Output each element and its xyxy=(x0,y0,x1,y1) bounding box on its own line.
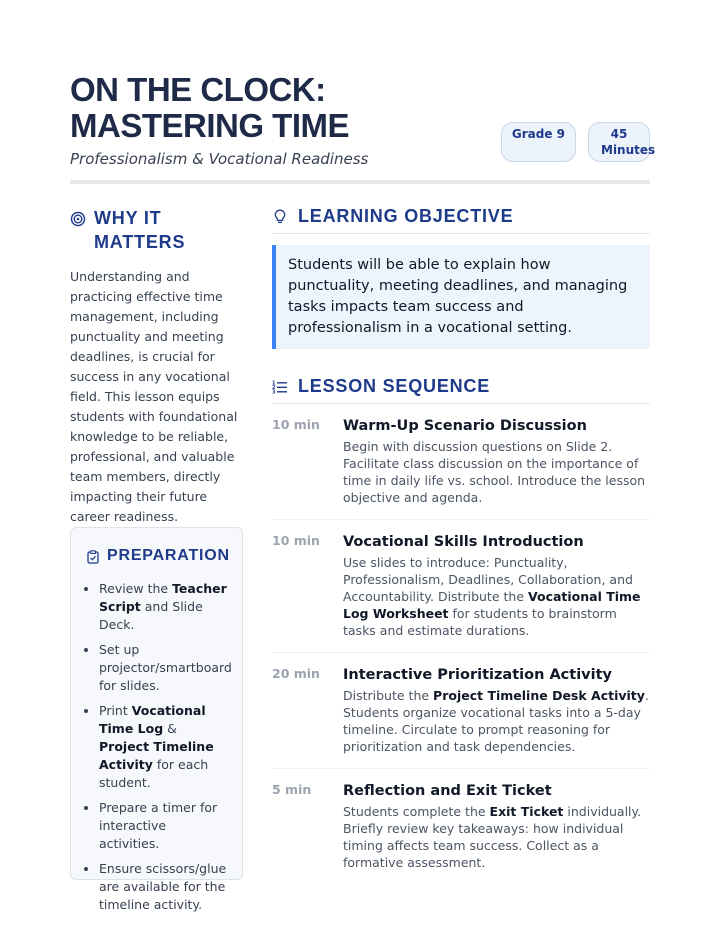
step-description xyxy=(343,438,650,506)
objective-heading xyxy=(272,206,650,234)
preparation-item xyxy=(99,702,230,792)
step-content xyxy=(343,665,650,755)
clipboard-icon xyxy=(85,544,101,568)
preparation-item xyxy=(99,860,230,914)
why-it-matters-section xyxy=(70,206,245,527)
lesson-step xyxy=(272,404,650,520)
svg-text:2: 2 xyxy=(272,385,277,392)
svg-text:1: 1 xyxy=(272,380,277,387)
step-description-text: Use slides to introduce: Punctuality, Professionalism, Deadlines, Collaboration, and Accountability. Distribute the xyxy=(343,555,633,604)
step-duration: 20 min xyxy=(272,666,320,681)
preparation-item-text: Review the xyxy=(99,581,173,596)
header-divider xyxy=(70,180,650,184)
lesson-step xyxy=(272,653,650,769)
why-heading-text: WHY IT MATTERS xyxy=(94,208,186,252)
step-content xyxy=(343,416,650,506)
right-column xyxy=(272,206,650,884)
meta-badges xyxy=(501,122,656,162)
step-content xyxy=(343,781,650,871)
page-header xyxy=(70,71,656,168)
preparation-item-text: & xyxy=(163,721,177,736)
step-duration: 5 min xyxy=(272,782,312,797)
step-title: Warm-Up Scenario Discussion xyxy=(343,418,587,434)
step-description-bold: Exit Ticket xyxy=(489,804,564,819)
preparation-heading-text: PREPARATION xyxy=(107,547,230,564)
step-description-text: Distribute the xyxy=(343,688,434,703)
preparation-item xyxy=(99,580,230,634)
duration-badge: 45 Minutes xyxy=(588,122,650,162)
preparation-item-bold: Project Timeline Activity xyxy=(99,739,214,772)
preparation-item-text: Ensure scissors/glue are available for the timeline activity. xyxy=(99,861,227,912)
lesson-step xyxy=(272,520,650,653)
step-duration: 10 min xyxy=(272,417,320,432)
step-title: Vocational Skills Introduction xyxy=(343,534,584,550)
grade-badge: Grade 9 xyxy=(501,122,576,162)
preparation-list xyxy=(85,580,230,914)
step-description-text: Begin with discussion questions on Slide 2. Facilitate class discussion on the importance of time in daily life vs. school. Introduce the lesson objective and agenda. xyxy=(343,439,646,505)
list-icon xyxy=(272,378,288,395)
lesson-step xyxy=(272,769,650,884)
step-description-bold: Vocational Time Log Worksheet xyxy=(343,589,641,621)
page-subtitle: Professionalism & Vocational Readiness xyxy=(70,150,369,168)
preparation-heading xyxy=(85,544,230,568)
preparation-item-text: Set up projector/smartboard for slides. xyxy=(99,642,232,693)
preparation-item-text: Print xyxy=(99,703,132,718)
why-body-text: Understanding and practicing effective time management, including punctuality and meeting deadlines, is crucial for success in any vocational field. This lesson equips students with foundational knowledge to be reliable, professional, and valuable team members, directly impacting their future career readiness. xyxy=(70,269,238,524)
title-line-2: MASTERING TIME xyxy=(70,107,349,144)
preparation-item-text: Prepare a timer for interactive activities. xyxy=(99,800,218,851)
preparation-item xyxy=(99,799,230,853)
preparation-item-text: and Slide Deck. xyxy=(99,599,203,632)
preparation-item-bold: Teacher Script xyxy=(99,581,227,614)
sequence-heading-text: LESSON SEQUENCE xyxy=(298,376,491,396)
step-title: Reflection and Exit Ticket xyxy=(343,783,552,799)
step-description-text: . Students organize vocational tasks into a 5-day timeline. Circulate to prompt reasoning for prioritization and task dependencies. xyxy=(343,688,649,754)
lightbulb-icon xyxy=(272,208,288,225)
target-icon xyxy=(70,206,86,230)
step-description-bold: Project Timeline Desk Activity xyxy=(433,688,645,703)
step-duration: 10 min xyxy=(272,533,320,548)
objective-heading-text: LEARNING OBJECTIVE xyxy=(298,206,514,226)
title-line-1: ON THE CLOCK: xyxy=(70,71,326,108)
preparation-item-text: for each student. xyxy=(99,757,209,790)
why-heading xyxy=(70,206,245,254)
step-description xyxy=(343,687,650,755)
step-title: Interactive Prioritization Activity xyxy=(343,667,612,683)
svg-text:3: 3 xyxy=(272,389,277,395)
objective-callout: Students will be able to explain how punctuality, meeting deadlines, and managing tasks impacts team success and professionalism in a vocational setting. xyxy=(272,245,650,349)
preparation-item-bold: Vocational Time Log xyxy=(99,703,206,736)
step-description-text: individually. Briefly review key takeaways: how individual timing affects team success. Collect as a formative assessment. xyxy=(343,804,642,870)
step-description xyxy=(343,554,650,639)
preparation-card xyxy=(70,527,243,912)
lesson-steps xyxy=(272,404,650,884)
preparation-item xyxy=(99,641,230,695)
step-description xyxy=(343,803,650,871)
step-description-text: Students complete the xyxy=(343,804,490,819)
step-content xyxy=(343,532,650,639)
step-description-text: for students to brainstorm tasks and estimate durations. xyxy=(343,606,617,638)
sequence-heading xyxy=(272,376,650,404)
